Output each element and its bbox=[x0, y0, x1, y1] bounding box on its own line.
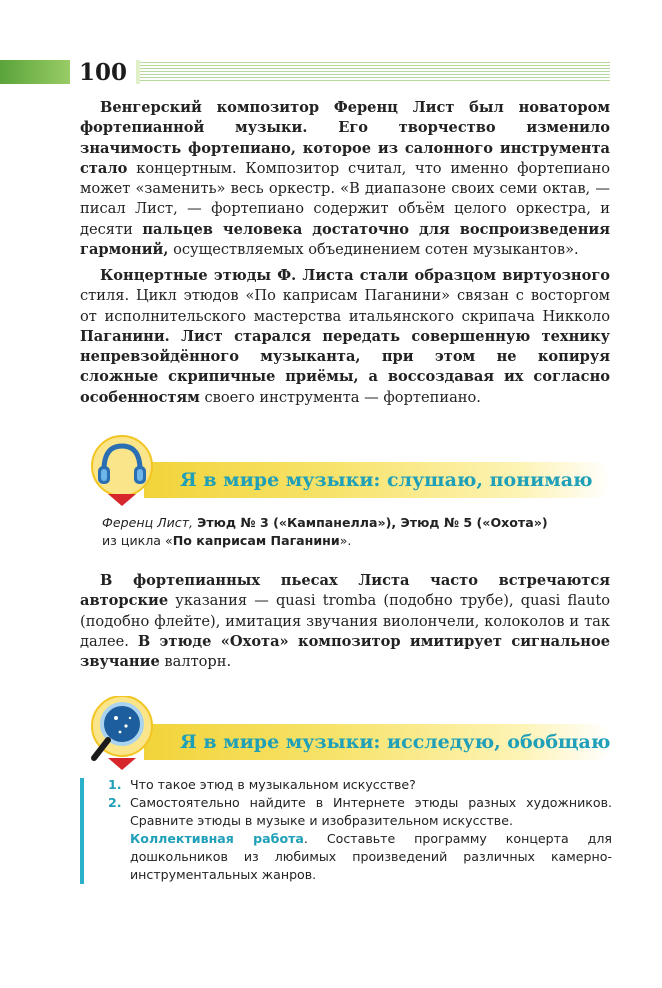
composer-name: Ференц Лист, bbox=[102, 515, 194, 530]
listening-assignment bbox=[102, 514, 612, 550]
paragraph-liszt-innovator bbox=[80, 98, 610, 260]
cycle-name: По каприсам Паганини bbox=[172, 533, 340, 548]
questions-list bbox=[108, 776, 612, 884]
section-listen-header bbox=[88, 448, 612, 508]
question-text: Что такое этюд в музыкальном искусстве? bbox=[130, 777, 416, 792]
paragraph2-normal: стиля. Цикл этюдов «По каприсам Паганини» связан с восторгом от исполнительского мастерства итальянского скрипача Никколо bbox=[80, 287, 610, 325]
question-text: Самостоятельно найдите в Интернете этюды разных художников. Сравните этюды в музыке и изобразительном искусстве. bbox=[130, 795, 612, 828]
paragraph1-bold: Венгерский композитор Ференц Лист был новатором фортепианной музыки. Его творчество изменило значимость фортепиано, которое из салонного инструмента стало bbox=[80, 99, 610, 177]
collective-work-label: Коллективная работа bbox=[130, 831, 304, 846]
paragraph2-bold: Концертные этюды Ф. Листа стали образцом виртуозного bbox=[100, 267, 610, 284]
paragraph3-normal2: валторн. bbox=[164, 653, 232, 671]
list-item bbox=[108, 794, 612, 884]
section-listen-title: Я в мире музыки: слушаю, понимаю bbox=[180, 469, 593, 491]
list-item bbox=[108, 776, 612, 794]
paragraph1-bold2: пальцев человека достаточно для воспроизведения гармоний, bbox=[80, 220, 611, 259]
page-number: 100 bbox=[70, 58, 136, 86]
section-research-header bbox=[88, 710, 612, 770]
paragraph3-normal: указания — quasi tromba (подобно трубе), quasi flauto (подобно флейте), имитация звучания виолончели, колоколов и так далее. bbox=[80, 592, 610, 650]
headphones-icon bbox=[88, 434, 160, 514]
paragraph1-normal2: осуществляемых объединением сотен музыкантов». bbox=[173, 241, 579, 259]
question-number: 2. bbox=[108, 795, 122, 810]
collective-work-text: . Составьте программу концерта для дошкольников из любимых произведений различных камерно-инструментальных жанров. bbox=[130, 831, 612, 882]
header-lines bbox=[140, 62, 610, 82]
paragraph3-bold: В фортепианных пьесах Листа часто встречаются авторские bbox=[80, 572, 610, 610]
paragraph1-normal: концертным. Композитор считал, что именно фортепиано может «заменить» весь оркестр. «В диапазоне своих семи октав, — писал Лист, — фортепиано содержит объём целого оркестра, и десяти bbox=[80, 159, 611, 238]
paragraph-author-directions bbox=[80, 571, 610, 672]
magnifier-globe-icon bbox=[88, 696, 160, 776]
works-list: Этюд № 3 («Кампанелла»), Этюд № 5 («Охота») bbox=[197, 515, 548, 530]
paragraph3-bold2: В этюде «Охота» композитор имитирует сигнальное звучание bbox=[80, 632, 610, 671]
question-number: 1. bbox=[108, 777, 122, 792]
paragraph2-bold2: Паганини. Лист старался передать совершенную технику непревзойдённого музыканта, при этом не копируя сложные скрипичные приёмы, а воссоздавая их согласно особенностям bbox=[80, 327, 610, 406]
cycle-prefix: из цикла « bbox=[102, 533, 173, 548]
cycle-suffix: ». bbox=[339, 533, 352, 548]
questions-side-bar bbox=[80, 778, 84, 884]
paragraph2-normal2: своего инструмента — фортепиано. bbox=[204, 388, 481, 406]
section-research-title: Я в мире музыки: исследую, обобщаю bbox=[180, 731, 611, 753]
paragraph-concert-etudes bbox=[80, 266, 610, 408]
